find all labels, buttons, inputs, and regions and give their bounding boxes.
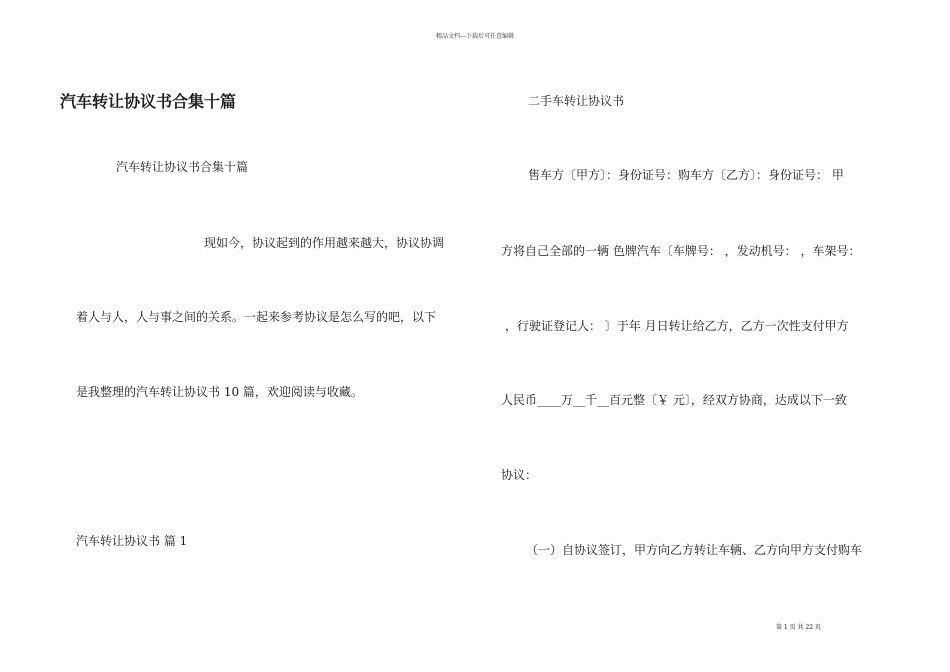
page-number: 第 1 页 共 22 页 <box>776 624 821 631</box>
intro-paragraph-line-1: 现如今，协议起到的作用越来越大，协议协调 <box>204 236 445 250</box>
document-title: 汽车转让协议书合集十篇 <box>60 92 237 111</box>
section-heading-part-1: 汽车转让协议书 篇 1 <box>76 534 188 548</box>
agreement-line-4: 人民币____万__千__百元整〔￥ 元〕，经双方协商，达成以下一致 <box>501 393 847 407</box>
agreement-line-3: ，行驶证登记人： 〕于年 月日转让给乙方，乙方一次性支付甲方 <box>505 319 849 333</box>
agreement-line-5: 协议： <box>501 468 538 482</box>
agreement-line-2: 方将自己全部的一辆 色牌汽车〔车牌号： ，发动机号： ，车架号： <box>501 244 861 258</box>
document-subtitle: 汽车转让协议书合集十篇 <box>116 160 249 174</box>
agreement-line-6: （一）自协议签订，甲方向乙方转让车辆、乙方向甲方支付购车 <box>526 543 863 557</box>
intro-paragraph-line-2: 着人与人，人与事之间的关系。一起来参考协议是怎么写的吧，以下 <box>76 310 437 324</box>
intro-paragraph-line-3: 是我整理的汽车转让协议书 10 篇，欢迎阅读与收藏。 <box>76 385 363 399</box>
agreement-line-1: 售车方〔甲方〕：身份证号：购车方〔乙方〕：身份证号： 甲 <box>528 168 844 182</box>
document-header-note: 精品文档---下载后可任意编辑 <box>435 33 515 40</box>
agreement-heading: 二手车转让协议书 <box>528 94 625 108</box>
